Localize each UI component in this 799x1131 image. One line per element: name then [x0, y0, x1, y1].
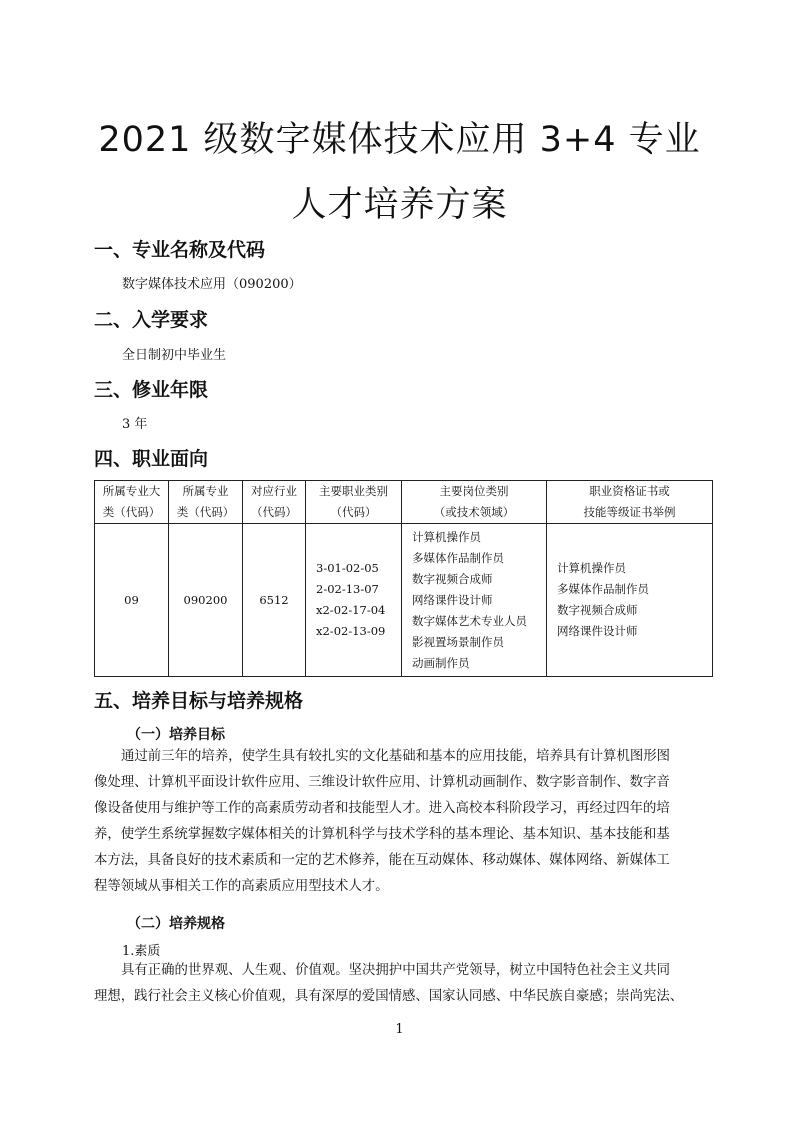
- item-quality-heading: 1.素质: [122, 944, 161, 959]
- page-number: 1: [395, 1022, 404, 1037]
- table-header-cell: 主要岗位类别 （或技术领域）: [402, 481, 547, 524]
- table-header-cell: 所属专业 类（代码）: [169, 481, 243, 524]
- table-row: [95, 524, 713, 677]
- occupation-table: [94, 480, 713, 677]
- table-header-cell: 对应行业 （代码）: [243, 481, 306, 524]
- section-1-heading: 一、专业名称及代码: [94, 239, 266, 261]
- document-title-line2: 人才培养方案: [291, 185, 508, 225]
- major-category-cell: 09: [95, 524, 169, 677]
- section-2-heading: 二、入学要求: [94, 309, 209, 331]
- major-class-cell: 090200: [169, 524, 243, 677]
- industry-cell: 6512: [243, 524, 306, 677]
- section-5-heading: 五、培养目标与培养规格: [94, 690, 304, 712]
- document-title-line1: 2021 级数字媒体技术应用 3+4 专业: [98, 120, 701, 160]
- training-goal-paragraph: 通过前三年的培养，使学生具有较扎实的文化基础和基本的应用技能，培养具有计算机图形图 像处理、计算机平面设计软件应用、三维设计软件应用、计算机动画制作、数字影音制作、数字音 像设备使用与维护等工作的高素质劳动者和技能型人才。进入高校本科阶段学习，再经过四年的培 养，使学生系统掌握数字媒体相关的计算机科学与技术学科的基本理论、基本知识、基本技能和基 本方法，具备良好的技术素质和一定的艺术修养，能在互动媒体、移动媒体、媒体网络、新媒体工 程等领域从事相关工作的高素质应用型技术人才。: [94, 749, 671, 894]
- section-1-text: 数字媒体技术应用（090200）: [122, 277, 302, 292]
- table-header-cell: 主要职业类别 （代码）: [306, 481, 402, 524]
- table-header-cell: 职业资格证书或 技能等级证书举例: [547, 481, 713, 524]
- quality-paragraph: 具有正确的世界观、人生观、价值观。坚决拥护中国共产党领导，树立中国特色社会主义共同 理想，践行社会主义核心价值观，具有深厚的爱国情感、国家认同感、中华民族自豪感；崇尚宪法、: [94, 963, 684, 1004]
- section-4-heading: 四、职业面向: [94, 448, 209, 470]
- subsection-training-spec: （二）培养规格: [127, 916, 225, 932]
- table-header-cell: 所属专业大 类（代码）: [95, 481, 169, 524]
- certificates-cell: 计算机操作员 多媒体作品制作员 数字视频合成师 网络课件设计师: [547, 524, 713, 677]
- occupation-codes-cell: 3-01-02-05 2-02-13-07 x2-02-17-04 x2-02-13-09: [306, 524, 402, 677]
- section-3-heading: 三、修业年限: [94, 379, 209, 401]
- subsection-training-goal: （一）培养目标: [127, 727, 225, 743]
- section-3-text: 3 年: [122, 417, 148, 432]
- positions-cell: 计算机操作员 多媒体作品制作员 数字视频合成师 网络课件设计师 数字媒体艺术专业人员 影视置场景制作员 动画制作员: [402, 524, 547, 677]
- section-2-text: 全日制初中毕业生: [122, 348, 227, 363]
- table-header-row: [95, 481, 713, 524]
